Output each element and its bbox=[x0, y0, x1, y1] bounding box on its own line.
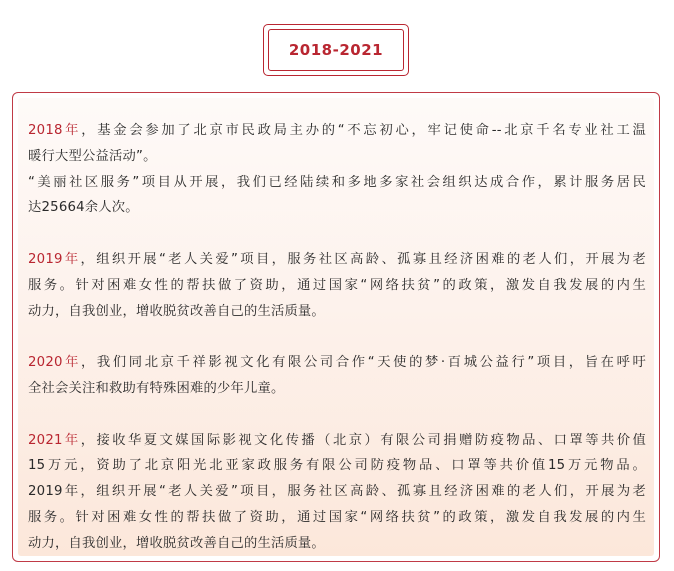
line-text: ，接收华夏文媒国际影视文化传播（北京）有限公司捐赠防疫物品、口罩等共价值 bbox=[80, 432, 647, 448]
title-frame bbox=[263, 24, 409, 76]
year-label: 2019年 bbox=[28, 251, 81, 267]
section-2020 bbox=[28, 350, 646, 402]
text-line: 全社会关注和救助有特殊困难的少年儿童。 bbox=[28, 380, 285, 396]
section-2021 bbox=[28, 428, 646, 557]
section-2018 bbox=[28, 118, 646, 221]
section-2019 bbox=[28, 247, 646, 324]
line-text: ，组织开展“老人关爱”项目，服务社区高龄、孤寡且经济困难的老人们，开展为老 bbox=[80, 251, 646, 267]
text-line: 动力，自我创业，增收脱贫改善自己的生活质量。 bbox=[28, 303, 325, 319]
text-line: 服务。针对困难女性的帮扶做了资助，通过国家“网络扶贫”的政策，激发自我发展的内生 bbox=[28, 277, 646, 293]
text-line: “美丽社区服务”项目从开展，我们已经陆续和多地多家社会组织达成合作，累计服务居民 bbox=[28, 174, 646, 190]
year-label: 2020年 bbox=[28, 355, 81, 371]
timeline-content bbox=[28, 118, 646, 557]
line-text: ，基金会参加了北京市民政局主办的“不忘初心，牢记使命--北京千名专业社工温 bbox=[81, 123, 646, 138]
text-line bbox=[28, 428, 646, 454]
page-title: 2018-2021 bbox=[268, 29, 404, 71]
text-line: 暖行大型公益活动”。 bbox=[28, 148, 157, 164]
text-line: 动力，自我创业，增收脱贫改善自己的生活质量。 bbox=[28, 535, 325, 551]
text-line: 服务。针对困难女性的帮扶做了资助，通过国家“网络扶贫”的政策，激发自我发展的内生 bbox=[28, 509, 646, 525]
text-line bbox=[28, 350, 646, 376]
year-label: 2021年 bbox=[28, 432, 81, 448]
text-line bbox=[28, 118, 646, 144]
year-label: 2018年 bbox=[28, 123, 82, 138]
line-text: ，我们同北京千祥影视文化有限公司合作“天使的梦·百城公益行”项目，旨在呼吁 bbox=[81, 355, 646, 371]
text-line: 达25664余人次。 bbox=[28, 200, 139, 216]
text-line: 15万元，资助了北京阳光北亚家政服务有限公司防疫物品、口罩等共价值15万元物品。 bbox=[28, 458, 646, 474]
text-line: 2019年，组织开展“老人关爱”项目，服务社区高龄、孤寡且经济困难的老人们，开展为老 bbox=[28, 484, 646, 500]
text-line bbox=[28, 247, 646, 273]
